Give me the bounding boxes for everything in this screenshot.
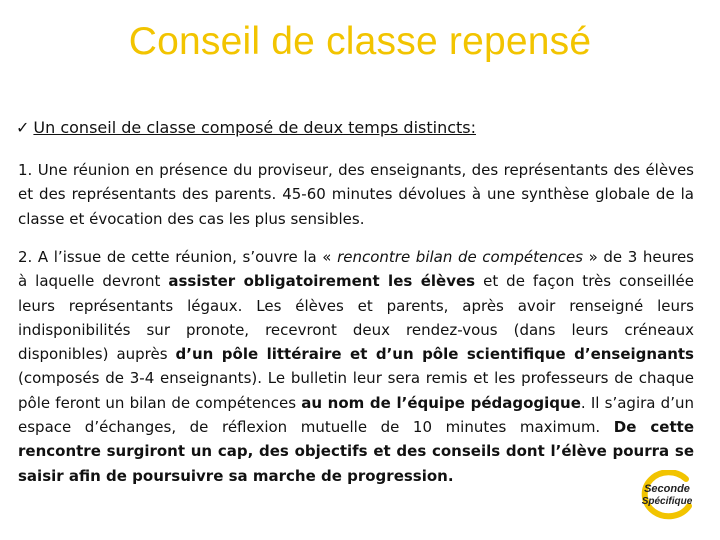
logo-text-line2: Spécifique bbox=[641, 496, 693, 507]
section-heading bbox=[16, 118, 476, 137]
paragraph-2-text: et de façon très conseillée leurs représentants légaux. Les élèves et parents, après avoir renseigné leurs indisponibilités sur pronote, recevront deux rendez-vous (dans leurs créneaux disponibles) auprès bbox=[18, 272, 694, 364]
paragraph-2-text: . Il s’agira d’un espace d’échanges, de réflexion mutuelle de 10 minutes maximum. bbox=[18, 393, 694, 437]
paragraph-2-bold: d’un pôle littéraire et d’un pôle scientifique d’enseignants bbox=[175, 345, 694, 364]
paragraph-2-bold: De cette rencontre surgiront un cap, des objectifs et des conseils dont l’élève pourra se saisir afin de poursuivre sa marche de progression. bbox=[18, 418, 694, 485]
paragraph-1: 1. Une réunion en présence du proviseur, des enseignants, des représentants des élèves et des représentants des parents. 45-60 minutes dévolues à une synthèse globale de la classe et évocation des cas les plus sensibles. bbox=[18, 161, 694, 228]
slide-title: Conseil de classe repensé bbox=[128, 20, 592, 63]
checkmark-icon: ✓ bbox=[16, 118, 30, 137]
seconde-specifique-logo bbox=[634, 470, 700, 522]
paragraph-2-text: » de 3 heures à laquelle devront bbox=[18, 248, 694, 291]
paragraph-2-text: 2. A l’issue de cette réunion, s’ouvre la « bbox=[18, 248, 338, 266]
paragraph-2-text: (composés de 3-4 enseignants). Le bulletin leur sera remis et les professeurs de chaque pôle feront un bilan de compétences bbox=[18, 369, 694, 412]
logo-text-line1: Seconde bbox=[644, 483, 690, 495]
paragraph-2-bold: assister obligatoirement les élèves bbox=[168, 272, 476, 291]
paragraph-2-bold: au nom de l’équipe pédagogique bbox=[301, 393, 581, 412]
logo-graphic bbox=[634, 470, 700, 522]
paragraph-2 bbox=[18, 245, 694, 488]
section-heading-text: Un conseil de classe composé de deux temps distincts: bbox=[33, 118, 476, 137]
paragraph-2-italic: rencontre bilan de compétences bbox=[337, 248, 583, 266]
